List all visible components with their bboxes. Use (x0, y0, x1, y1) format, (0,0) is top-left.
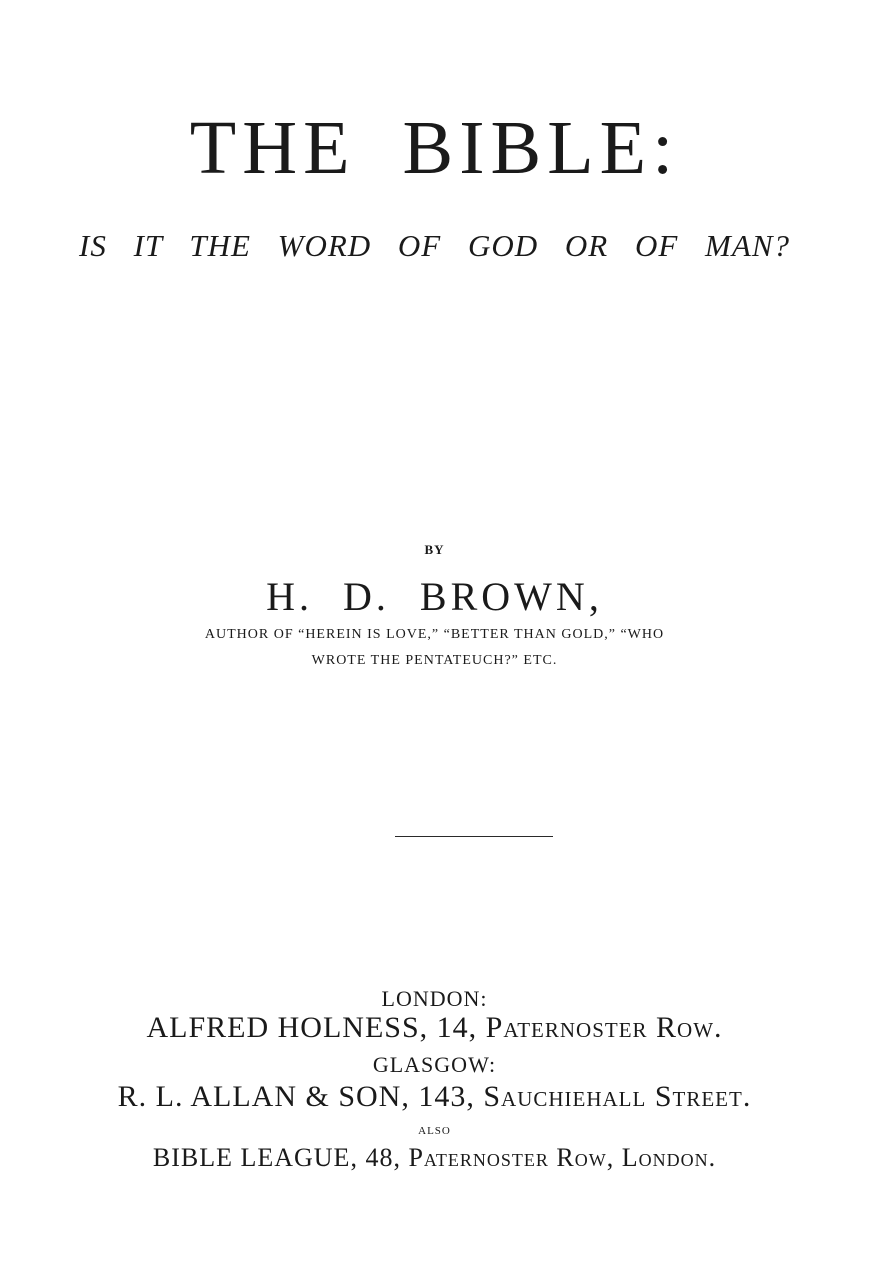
publisher-name: BIBLE LEAGUE, 48, (152, 1143, 401, 1172)
book-subtitle: IS IT THE WORD OF GOD OR OF MAN? (79, 228, 790, 263)
book-title: THE BIBLE: (189, 106, 680, 190)
publisher-street: Paternoster Row, London. (408, 1143, 717, 1172)
imprint-city-london: LONDON: (381, 986, 488, 1011)
author-credits-line-2: WROTE THE PENTATEUCH?” ETC. (311, 653, 558, 668)
publisher-name: ALFRED HOLNESS, 14, (146, 1011, 478, 1044)
imprint-publisher-bible-league (0, 1143, 869, 1173)
imprint-also-label: ALSO (418, 1125, 451, 1137)
by-label: BY (424, 542, 445, 557)
imprint-publisher-allan (0, 1080, 869, 1114)
publisher-street: Paternoster Row. (485, 1011, 723, 1044)
author-name: H. D. BROWN, (266, 574, 603, 619)
imprint-city-glasgow: GLASGOW: (372, 1052, 497, 1077)
imprint-publisher-holness (0, 1011, 869, 1045)
publisher-street: Sauchiehall Street. (483, 1080, 752, 1113)
divider-rule (395, 836, 553, 837)
publisher-name: R. L. ALLAN & SON, 143, (117, 1080, 475, 1113)
author-credits-line-1: AUTHOR OF “HEREIN IS LOVE,” “BETTER THAN GOLD,” “WHO (204, 627, 665, 642)
